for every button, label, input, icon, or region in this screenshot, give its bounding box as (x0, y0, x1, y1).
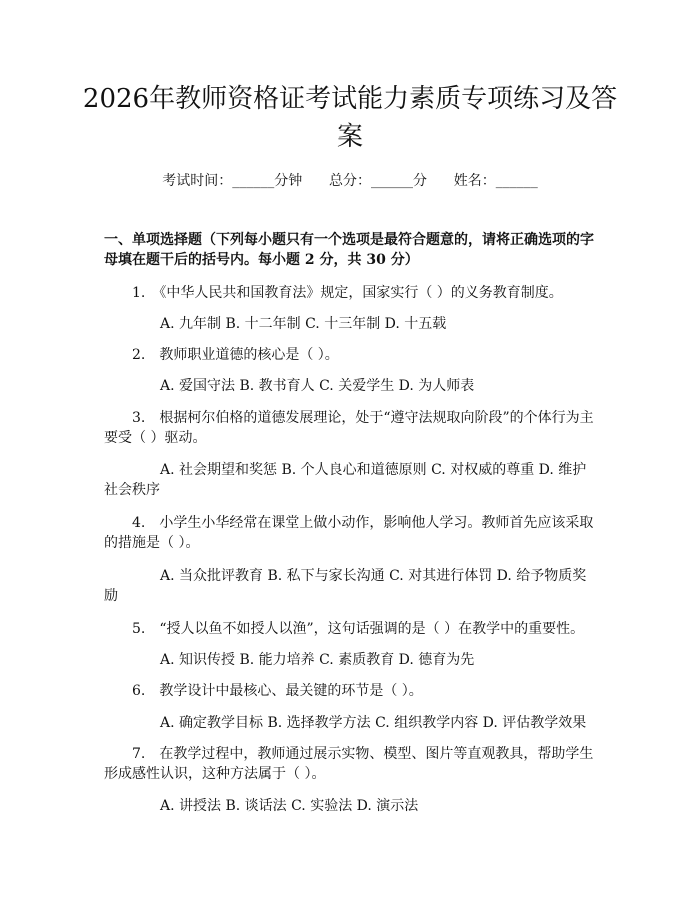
question-stem: 4. 小学生小华经常在课堂上做小动作，影响他人学习。教师首先应该采取的措施是（ ）。 (104, 515, 594, 551)
question-stem: 6. 教学设计中最核心、最关键的环节是（ ）。 (132, 683, 423, 699)
question-stem: 7. 在教学过程中，教师通过展示实物、模型、图片等直观教具，帮助学生形成感性认识，这种方法属于（ ）。 (104, 746, 594, 782)
total-score-field: 总分：______分 (329, 173, 427, 189)
question-options: A. 讲授法 B. 谈话法 C. 实验法 D. 演示法 (160, 798, 419, 814)
question-options: A. 社会期望和奖惩 B. 个人良心和道德原则 C. 对权威的尊重 D. 维护社会秩序 (104, 462, 587, 498)
question-stem: 1. 《中华人民共和国教育法》规定，国家实行（ ）的义务教育制度。 (132, 285, 563, 301)
question-stem: 3. 根据柯尔伯格的道德发展理论，处于“遵守法规取向阶段”的个体行为主要受（ ）驱动。 (104, 410, 594, 446)
name-field: 姓名：______ (453, 173, 538, 189)
question-stem: 2. 教师职业道德的核心是（ ）。 (132, 347, 339, 363)
question-options: A. 爱国守法 B. 教书育人 C. 关爱学生 D. 为人师表 (160, 378, 475, 394)
question-options: A. 确定教学目标 B. 选择教学方法 C. 组织教学内容 D. 评估教学效果 (160, 715, 587, 731)
question-stem: 5. “授人以鱼不如授人以渔”，这句话强调的是（ ）在教学中的重要性。 (132, 621, 585, 637)
exam-info-line (0, 170, 700, 190)
exam-time-field: 考试时间：______分钟 (162, 173, 303, 189)
section-heading: 一、单项选择题（下列每小题只有一个选项是最符合题意的，请将正确选项的字母填在题干后的括号内。每小题 2 分，共 30 分） (104, 232, 594, 268)
document-title: 2026年教师资格证考试能力素质专项练习及答案 (82, 84, 618, 152)
question-options: A. 九年制 B. 十二年制 C. 十三年制 D. 十五载 (160, 316, 447, 332)
question-options: A. 当众批评教育 B. 私下与家长沟通 C. 对其进行体罚 D. 给予物质奖励 (104, 568, 587, 604)
question-options: A. 知识传授 B. 能力培养 C. 素质教育 D. 德育为先 (160, 652, 475, 668)
